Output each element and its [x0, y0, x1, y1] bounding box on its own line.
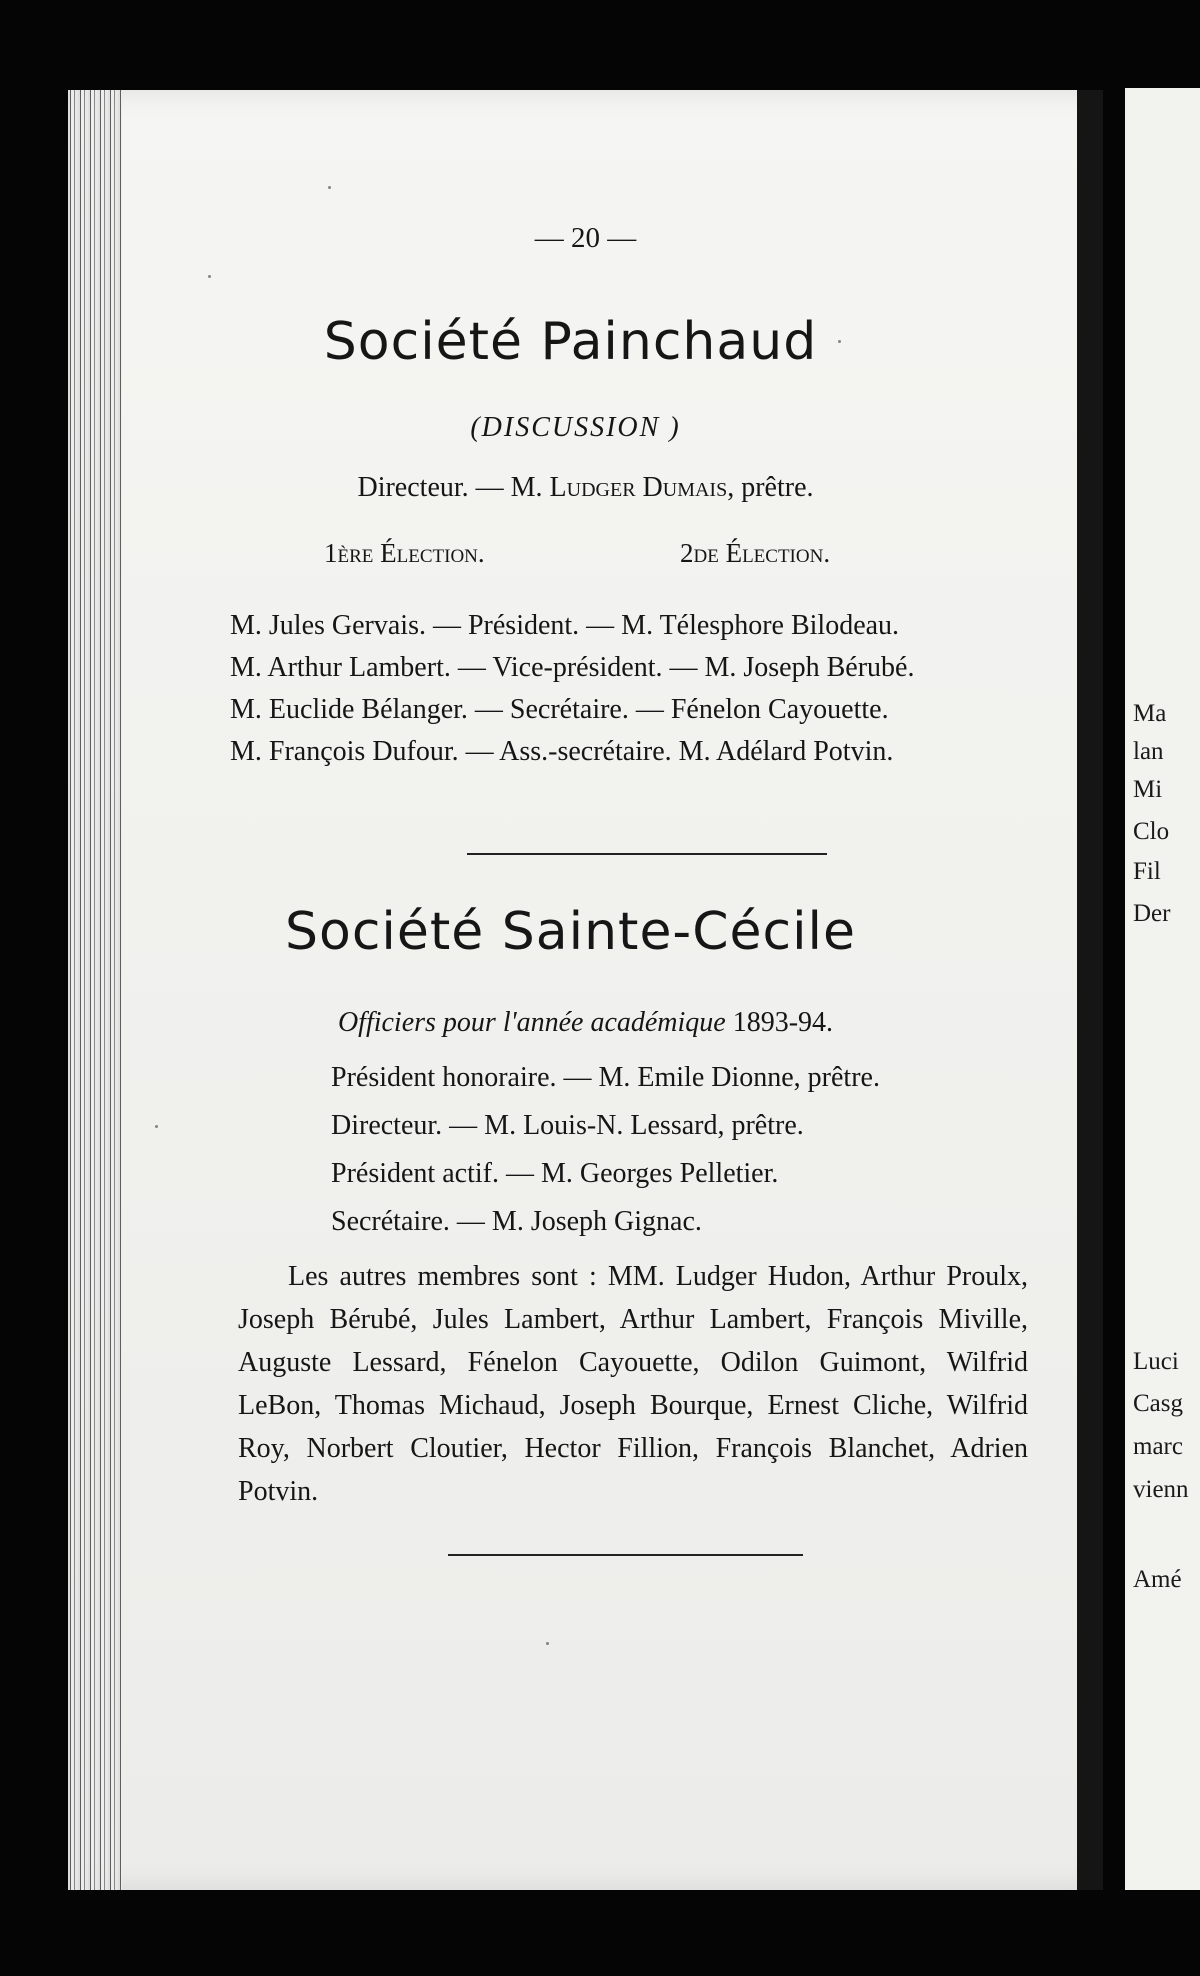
sainte-cecile-roles	[331, 1054, 981, 1246]
role-honorary-president: Président honoraire. — M. Emile Dionne, prêtre.	[331, 1062, 880, 1093]
adjacent-fragment: Luci	[1133, 1348, 1179, 1375]
first-election-heading: 1ère Élection.	[324, 538, 485, 568]
officer-row-assistant-secretary: M. François Dufour. — Ass.-secrétaire. M. Adélard Potvin.	[230, 736, 894, 767]
painchaud-director	[68, 472, 1103, 504]
painchaud-director-name: Ludger Dumais	[549, 472, 728, 503]
election-headings	[68, 538, 1103, 574]
painchaud-officer-list	[230, 605, 1050, 773]
adjacent-fragment: Clo	[1133, 818, 1170, 845]
page-binding-shadow	[1077, 90, 1103, 1890]
adjacent-fragment: vienn	[1133, 1476, 1189, 1503]
painchaud-director-prefix: Directeur. — M.	[357, 472, 550, 503]
adjacent-fragment: Casg	[1133, 1390, 1183, 1417]
section-divider	[467, 853, 827, 855]
adjacent-fragment: lan	[1133, 738, 1164, 765]
adjacent-fragment: Mi	[1133, 776, 1163, 803]
sainte-cecile-title: Société Sainte-Cécile	[285, 902, 856, 962]
adjacent-fragment: Fil	[1133, 858, 1161, 885]
officers-label: Officiers pour l'année académique	[337, 1007, 726, 1038]
academic-year: 1893-94.	[725, 1007, 834, 1038]
role-secretary: Secrétaire. — M. Joseph Gignac.	[331, 1206, 702, 1237]
paper-speck	[546, 1642, 549, 1645]
officer-row-vice-president: M. Arthur Lambert. — Vice-président. — M. Joseph Bérubé.	[230, 652, 915, 683]
paper-speck	[208, 275, 211, 278]
page-number: — 20 —	[534, 222, 637, 254]
book-page	[68, 90, 1103, 1890]
painchaud-director-suffix: , prêtre.	[727, 472, 814, 503]
role-active-president: Président actif. — M. Georges Pelletier.	[331, 1158, 779, 1189]
adjacent-page-edge	[1125, 88, 1200, 1890]
officer-row-president: M. Jules Gervais. — Président. — M. Télesphore Bilodeau.	[230, 610, 900, 641]
adjacent-fragment: Amé	[1133, 1566, 1182, 1593]
adjacent-fragment: Ma	[1133, 700, 1167, 727]
paper-speck	[838, 340, 841, 343]
end-divider	[448, 1554, 803, 1556]
adjacent-fragment: marc	[1133, 1433, 1183, 1460]
adjacent-fragment: Der	[1133, 900, 1171, 927]
painchaud-title: Société Painchaud	[323, 312, 818, 372]
paper-speck	[328, 186, 331, 189]
officers-year-line	[68, 1007, 1103, 1039]
officer-row-secretary: M. Euclide Bélanger. — Secrétaire. — Fénelon Cayouette.	[230, 694, 889, 725]
paper-speck	[155, 1125, 158, 1128]
members-paragraph: Les autres membres sont : MM. Ludger Hudon, Arthur Proulx, Joseph Bérubé, Jules Lambert, Arthur Lambert, François Miville, Auguste Lessard, Fénelon Cayouette, Odilon Guimont, Wilfrid LeBon, Thomas Michaud, Joseph Bourque, Ernest Cliche, Wilfrid Roy, Norbert Cloutier, Hector Fillion, François Blanchet, Adrien Potvin.	[238, 1261, 1028, 1507]
painchaud-subtitle: (DISCUSSION )	[470, 412, 681, 443]
role-director: Directeur. — M. Louis-N. Lessard, prêtre.	[331, 1110, 804, 1141]
second-election-heading: 2de Élection.	[680, 538, 831, 568]
